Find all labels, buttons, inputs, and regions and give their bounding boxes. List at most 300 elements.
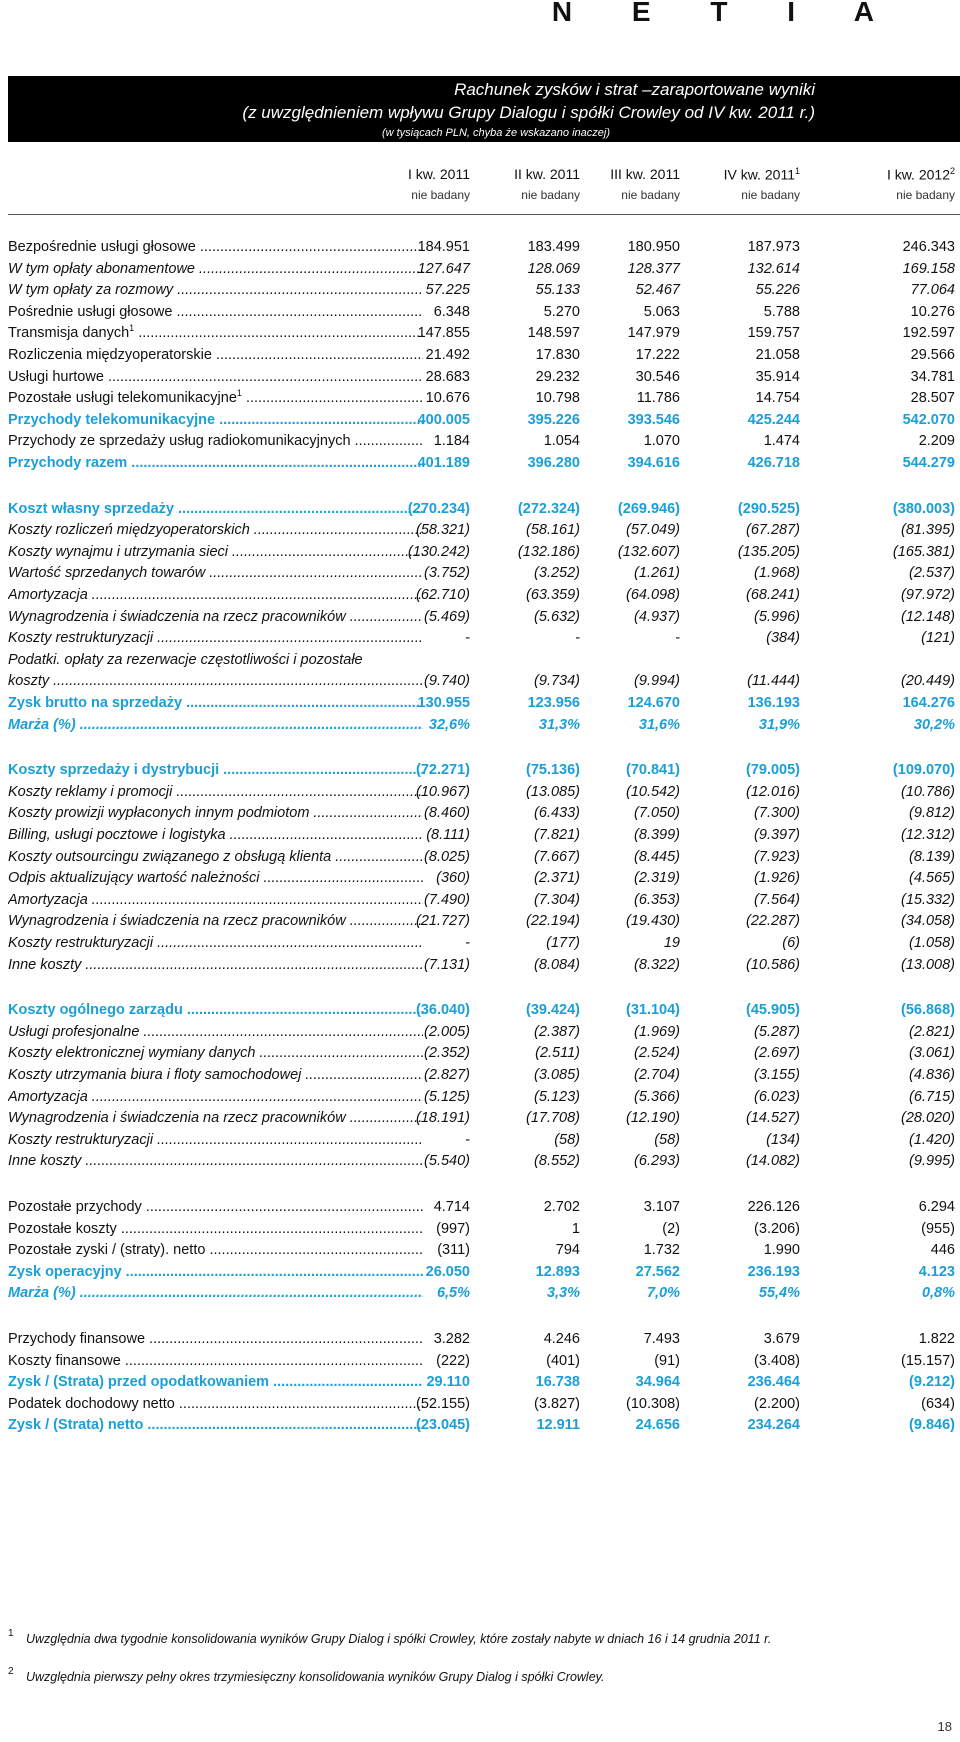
table-row bbox=[8, 1043, 960, 1063]
table-cell: (5.125) bbox=[424, 1088, 470, 1105]
table-cell: (384) bbox=[766, 630, 800, 647]
table-cell: 393.546 bbox=[627, 411, 680, 428]
table-cell: (222) bbox=[436, 1352, 470, 1369]
row-label-text: Zysk operacyjny bbox=[8, 1263, 122, 1280]
table-cell: (79.005) bbox=[745, 762, 800, 779]
statement-unit-note: (w tysiącach PLN, chyba że wskazano inaczej) bbox=[381, 127, 610, 139]
table-cell: (34.058) bbox=[900, 913, 955, 930]
column-audit-status: nie badany bbox=[411, 188, 470, 202]
table-cell: (17.708) bbox=[525, 1110, 580, 1127]
row-label-text: Koszty finansowe bbox=[8, 1352, 121, 1369]
table-cell: (8.460) bbox=[424, 805, 470, 822]
table-cell: 77.064 bbox=[910, 282, 955, 299]
table-cell: 5.063 bbox=[643, 303, 680, 320]
table-cell: (70.841) bbox=[625, 762, 680, 779]
table-cell: 21.058 bbox=[755, 347, 800, 363]
row-label bbox=[8, 782, 423, 802]
column-audit-status: nie badany bbox=[521, 188, 580, 202]
table-cell: (6.353) bbox=[634, 891, 680, 908]
table-cell: 28.683 bbox=[425, 368, 470, 385]
table-row bbox=[8, 388, 960, 408]
table-cell: 55.226 bbox=[755, 282, 800, 299]
table-cell: 29.110 bbox=[426, 1374, 470, 1391]
row-label-text: W tym opłaty abonamentowe bbox=[8, 260, 195, 277]
footnote-ref: 1 bbox=[236, 388, 242, 399]
table-cell: 3.679 bbox=[763, 1331, 800, 1347]
table-cell: (1.058) bbox=[909, 935, 955, 951]
table-cell: (360) bbox=[436, 870, 470, 887]
table-cell: (72.271) bbox=[415, 762, 470, 779]
row-label-text: Zysk / (Strata) netto bbox=[8, 1417, 144, 1434]
table-row bbox=[8, 585, 960, 605]
table-cell: 12.893 bbox=[535, 1263, 580, 1280]
table-cell: 169.158 bbox=[902, 260, 955, 277]
row-label-text: Pozostałe zyski / (straty). netto bbox=[8, 1242, 206, 1259]
table-cell: 4.123 bbox=[918, 1263, 955, 1280]
table-cell: (5.996) bbox=[754, 608, 800, 625]
table-cell: 55.133 bbox=[535, 282, 580, 299]
table-cell: (9.734) bbox=[534, 673, 580, 690]
table-cell: (5.632) bbox=[534, 608, 580, 625]
row-label-text: Amortyzacja bbox=[8, 1088, 88, 1105]
table-cell: (9.212) bbox=[909, 1374, 955, 1391]
table-cell: (19.430) bbox=[625, 913, 680, 930]
table-cell: (1.969) bbox=[634, 1023, 680, 1040]
table-cell: (2.005) bbox=[424, 1023, 470, 1040]
row-label-text: Przychody ze sprzedaży usług radiokomunikacyjnych bbox=[8, 433, 351, 450]
table-row bbox=[8, 911, 960, 931]
table-cell: (8.445) bbox=[634, 848, 680, 865]
table-row bbox=[8, 868, 960, 888]
row-label-text: Wynagrodzenia i świadczenia na rzecz pracowników bbox=[8, 608, 346, 625]
table-cell: 236.464 bbox=[747, 1374, 800, 1391]
table-cell: (6.433) bbox=[534, 805, 580, 822]
table-cell: (8.552) bbox=[534, 1153, 580, 1170]
table-cell: 3,3% bbox=[546, 1285, 580, 1302]
row-label-text: Koszt własny sprzedaży bbox=[8, 500, 174, 517]
row-label bbox=[8, 431, 423, 451]
row-label-text: Odpis aktualizujący wartość należności bbox=[8, 870, 260, 887]
table-cell: 128.377 bbox=[627, 260, 680, 277]
table-cell: (97.972) bbox=[900, 587, 955, 603]
table-row bbox=[8, 650, 960, 670]
column-header-label: III kw. 2011 bbox=[610, 166, 680, 182]
table-cell: 236.193 bbox=[747, 1263, 800, 1280]
row-label bbox=[8, 520, 423, 540]
table-cell: 55,4% bbox=[758, 1285, 800, 1302]
table-cell: (15.332) bbox=[900, 891, 955, 908]
table-cell: (20.449) bbox=[900, 673, 955, 690]
row-label-text: Zysk brutto na sprzedaży bbox=[8, 695, 183, 711]
table-cell: (165.381) bbox=[892, 543, 955, 560]
row-label bbox=[8, 1329, 423, 1349]
row-label bbox=[8, 542, 423, 562]
row-label bbox=[8, 825, 423, 845]
row-label bbox=[8, 453, 423, 473]
table-cell: (2.821) bbox=[909, 1023, 955, 1040]
table-cell: 226.126 bbox=[747, 1199, 800, 1215]
table-cell: (91) bbox=[654, 1352, 680, 1369]
table-row bbox=[8, 671, 960, 691]
table-cell: 1.732 bbox=[643, 1242, 680, 1259]
table-row bbox=[8, 1219, 960, 1239]
table-row bbox=[8, 542, 960, 562]
row-label bbox=[8, 367, 423, 387]
table-cell: (132.186) bbox=[517, 543, 580, 560]
table-cell: 395.226 bbox=[527, 411, 580, 428]
table-cell: 544.279 bbox=[902, 455, 955, 471]
row-label bbox=[8, 1219, 423, 1239]
row-label bbox=[8, 1283, 423, 1303]
table-row bbox=[8, 890, 960, 910]
table-cell: (2.352) bbox=[424, 1045, 470, 1062]
table-cell: - bbox=[465, 1131, 470, 1148]
table-cell: (4.836) bbox=[909, 1067, 955, 1083]
table-cell: (36.040) bbox=[415, 1002, 470, 1019]
table-cell: (12.148) bbox=[900, 608, 955, 625]
table-cell: (2) bbox=[662, 1220, 680, 1237]
table-cell: 132.614 bbox=[747, 260, 800, 277]
row-label-text: Koszty elektronicznej wymiany danych bbox=[8, 1045, 256, 1062]
row-label-text: Koszty restrukturyzacji bbox=[8, 630, 154, 647]
row-label bbox=[8, 280, 423, 300]
table-cell: (58.321) bbox=[415, 522, 470, 539]
row-label bbox=[8, 715, 423, 735]
table-cell: (1.968) bbox=[754, 565, 800, 582]
table-cell: 400.005 bbox=[417, 411, 470, 428]
table-cell: 127.647 bbox=[417, 260, 470, 277]
row-label-text: Koszty utrzymania biura i floty samochodowej bbox=[8, 1067, 302, 1083]
row-label-text: Marża (%) bbox=[8, 716, 76, 733]
table-cell: (8.025) bbox=[424, 848, 470, 865]
table-cell: (12.190) bbox=[625, 1110, 680, 1127]
table-cell: (6.023) bbox=[754, 1088, 800, 1105]
footnote-text: Uwzględnia dwa tygodnie konsolidowania wyników Grupy Dialog i spółki Crowley, które zostały nabyte w dniach 16 i 14 grudnia 2011 r. bbox=[26, 1632, 772, 1646]
table-cell: (5.540) bbox=[424, 1153, 470, 1170]
table-cell: (7.821) bbox=[534, 827, 580, 843]
table-cell: 31,6% bbox=[638, 716, 680, 733]
row-label bbox=[8, 1043, 423, 1063]
table-cell: - bbox=[675, 630, 680, 647]
row-label-text: Koszty sprzedaży i dystrybucji bbox=[8, 762, 220, 779]
row-label bbox=[8, 1394, 423, 1414]
row-label bbox=[8, 1372, 423, 1392]
table-cell: 1.184 bbox=[433, 433, 470, 450]
row-label-text: Przychody telekomunikacyjne bbox=[8, 411, 216, 428]
row-label-text: Bezpośrednie usługi głosowe bbox=[8, 239, 196, 255]
table-row bbox=[8, 715, 960, 735]
table-row bbox=[8, 499, 960, 519]
row-label bbox=[8, 345, 423, 365]
table-cell: (18.191) bbox=[415, 1110, 470, 1127]
table-cell: (3.206) bbox=[754, 1220, 800, 1237]
table-cell: 394.616 bbox=[627, 455, 680, 471]
table-cell: 29.232 bbox=[535, 368, 580, 385]
table-cell: 234.264 bbox=[747, 1417, 800, 1434]
table-cell: (7.304) bbox=[534, 891, 580, 908]
table-cell: (23.045) bbox=[415, 1417, 470, 1434]
row-label-text: Usługi hurtowe bbox=[8, 368, 104, 385]
table-cell: 1 bbox=[571, 1220, 580, 1237]
row-label-text: W tym opłaty za rozmowy bbox=[8, 282, 174, 299]
column-header-label: IV kw. 2011 bbox=[723, 166, 795, 183]
table-cell: (10.786) bbox=[900, 783, 955, 800]
page-number: 18 bbox=[937, 1719, 952, 1734]
header-divider bbox=[8, 214, 960, 215]
table-cell: 148.597 bbox=[527, 325, 580, 342]
footnote-text: Uwzględnia pierwszy pełny okres trzymiesięczny konsolidowania wyników Grupy Dialog i spółki Crowley. bbox=[26, 1670, 605, 1684]
row-label bbox=[8, 302, 423, 322]
table-cell: (1.261) bbox=[634, 565, 680, 582]
table-cell: (634) bbox=[921, 1395, 955, 1412]
row-label bbox=[8, 585, 423, 605]
statement-title: Rachunek zysków i strat –zaraportowane wyniki bbox=[454, 80, 815, 99]
row-label bbox=[8, 1000, 423, 1020]
table-cell: (9.994) bbox=[634, 673, 680, 690]
table-cell: (8.399) bbox=[634, 827, 680, 843]
table-cell: 3.107 bbox=[643, 1199, 680, 1215]
table-cell: (56.868) bbox=[900, 1002, 955, 1019]
table-cell: (2.319) bbox=[634, 870, 680, 887]
table-cell: (9.846) bbox=[909, 1417, 955, 1434]
table-cell: 128.069 bbox=[527, 260, 580, 277]
table-cell: 159.757 bbox=[747, 325, 800, 342]
column-header bbox=[887, 166, 955, 183]
footnote-number: 2 bbox=[8, 1666, 14, 1677]
table-cell: 12.911 bbox=[536, 1417, 580, 1434]
table-cell: (12.016) bbox=[745, 783, 800, 800]
table-cell: 30.546 bbox=[635, 368, 680, 385]
table-row bbox=[8, 760, 960, 780]
table-cell: 30,2% bbox=[913, 716, 955, 733]
table-cell: (64.098) bbox=[625, 587, 680, 603]
table-cell: (135.205) bbox=[737, 543, 800, 560]
row-label bbox=[8, 1415, 423, 1435]
table-row bbox=[8, 1000, 960, 1020]
table-cell: (272.324) bbox=[517, 500, 580, 517]
table-cell: (63.359) bbox=[525, 587, 580, 603]
table-cell: (22.287) bbox=[745, 913, 800, 930]
table-cell: 31,9% bbox=[758, 716, 800, 733]
table-cell: 11.786 bbox=[636, 390, 680, 407]
table-cell: (955) bbox=[921, 1220, 955, 1237]
footnote-ref: 1 bbox=[129, 323, 135, 334]
table-cell: 130.955 bbox=[417, 695, 470, 711]
table-cell: 6,5% bbox=[436, 1285, 470, 1302]
row-label-text: Koszty rozliczeń międzyoperatorskich bbox=[8, 522, 250, 539]
table-cell: 5.270 bbox=[543, 303, 580, 320]
table-row bbox=[8, 259, 960, 279]
table-cell: 183.499 bbox=[527, 239, 580, 255]
row-label bbox=[8, 890, 423, 910]
table-cell: (9.995) bbox=[909, 1153, 955, 1170]
table-cell: (21.727) bbox=[415, 913, 470, 930]
row-label bbox=[8, 911, 423, 931]
table-cell: (8.084) bbox=[534, 956, 580, 973]
table-cell: (1.926) bbox=[754, 870, 800, 887]
table-cell: - bbox=[465, 935, 470, 951]
table-cell: (31.104) bbox=[625, 1002, 680, 1019]
table-cell: (9.812) bbox=[909, 805, 955, 822]
table-row bbox=[8, 607, 960, 627]
table-cell: (3.408) bbox=[754, 1352, 800, 1369]
row-label bbox=[8, 1087, 423, 1107]
row-label-text: Koszty reklamy i promocji bbox=[8, 783, 173, 800]
table-cell: 17.830 bbox=[535, 347, 580, 363]
table-cell: 180.950 bbox=[627, 239, 680, 255]
column-header bbox=[724, 166, 800, 183]
table-cell: (14.527) bbox=[745, 1110, 800, 1127]
table-cell: (10.542) bbox=[625, 783, 680, 800]
row-label bbox=[8, 760, 423, 780]
row-label-text: Amortyzacja bbox=[8, 891, 88, 908]
table-cell: (7.300) bbox=[754, 805, 800, 822]
table-cell: 0,8% bbox=[921, 1285, 955, 1302]
table-cell: (8.139) bbox=[909, 848, 955, 865]
table-cell: (3.252) bbox=[534, 565, 580, 582]
row-label bbox=[8, 803, 423, 823]
table-cell: 10.676 bbox=[425, 390, 470, 407]
row-label-text: koszty bbox=[8, 673, 50, 690]
table-cell: 10.276 bbox=[910, 303, 955, 320]
row-label bbox=[8, 933, 423, 953]
row-label bbox=[8, 1022, 423, 1042]
table-cell: (58) bbox=[554, 1131, 580, 1148]
table-row bbox=[8, 345, 960, 365]
table-cell: 31,3% bbox=[538, 716, 580, 733]
table-cell: (2.371) bbox=[534, 870, 580, 887]
table-row bbox=[8, 431, 960, 451]
table-row bbox=[8, 693, 960, 713]
row-label-text: Wynagrodzenia i świadczenia na rzecz pracowników bbox=[8, 913, 346, 930]
table-row bbox=[8, 1151, 960, 1171]
table-cell: 4.246 bbox=[543, 1331, 580, 1347]
table-cell: 34.964 bbox=[635, 1374, 680, 1391]
table-cell: 21.492 bbox=[425, 347, 470, 363]
column-header bbox=[610, 166, 680, 182]
table-cell: (290.525) bbox=[737, 500, 800, 517]
table-row bbox=[8, 1262, 960, 1282]
table-cell: (58) bbox=[654, 1131, 680, 1148]
table-cell: (7.490) bbox=[424, 891, 470, 908]
table-cell: 6.348 bbox=[433, 303, 470, 320]
table-row bbox=[8, 367, 960, 387]
column-header-label: I kw. 2012 bbox=[886, 166, 950, 183]
table-cell: 19 bbox=[663, 935, 680, 951]
table-cell: 124.670 bbox=[627, 695, 680, 711]
table-cell: 5.788 bbox=[763, 303, 800, 320]
column-header bbox=[514, 166, 580, 182]
table-cell: 2.702 bbox=[543, 1199, 580, 1215]
table-row bbox=[8, 628, 960, 648]
row-label-text: Podatki. opłaty za rezerwacje częstotliwości i pozostałe bbox=[8, 651, 363, 668]
table-cell: 187.973 bbox=[747, 239, 800, 255]
row-label-text: Koszty ogólnego zarządu bbox=[8, 1002, 183, 1019]
table-cell: 28.507 bbox=[910, 390, 955, 407]
table-row bbox=[8, 1108, 960, 1128]
row-label bbox=[8, 388, 423, 408]
table-cell: 7,0% bbox=[646, 1285, 680, 1302]
table-cell: (12.312) bbox=[900, 827, 955, 843]
table-cell: (177) bbox=[546, 935, 580, 951]
row-label-text: Amortyzacja bbox=[8, 587, 88, 603]
row-label-text: Przychody finansowe bbox=[8, 1331, 146, 1347]
table-cell: 184.951 bbox=[417, 239, 470, 255]
row-label bbox=[8, 671, 423, 691]
row-label bbox=[8, 955, 423, 975]
table-row bbox=[8, 1087, 960, 1107]
table-cell: (22.194) bbox=[525, 913, 580, 930]
column-header-label: II kw. 2011 bbox=[514, 166, 580, 182]
table-cell: (9.740) bbox=[424, 673, 470, 690]
table-row bbox=[8, 1283, 960, 1303]
row-label bbox=[8, 628, 423, 648]
row-label bbox=[8, 563, 423, 583]
row-label-text: Koszty wynajmu i utrzymania sieci bbox=[8, 543, 228, 560]
row-label-text: Pozostałe usługi telekomunikacyjne bbox=[8, 390, 237, 407]
table-cell: (2.387) bbox=[534, 1023, 580, 1040]
table-cell: (270.234) bbox=[407, 500, 470, 517]
table-cell: (4.565) bbox=[909, 870, 955, 887]
table-cell: 3.282 bbox=[433, 1331, 470, 1347]
table-cell: (997) bbox=[436, 1220, 470, 1237]
table-row bbox=[8, 1394, 960, 1414]
table-cell: 192.597 bbox=[902, 325, 955, 342]
row-label bbox=[8, 410, 423, 430]
statement-title-banner bbox=[8, 76, 960, 142]
row-label-text: Koszty restrukturyzacji bbox=[8, 935, 154, 951]
table-row bbox=[8, 302, 960, 322]
table-cell: 1.990 bbox=[763, 1242, 800, 1259]
table-cell: 14.754 bbox=[755, 390, 800, 407]
table-cell: 10.798 bbox=[535, 390, 580, 407]
row-label bbox=[8, 1130, 423, 1150]
table-cell: 425.244 bbox=[747, 411, 800, 428]
table-cell: - bbox=[575, 630, 580, 647]
table-cell: (380.003) bbox=[892, 500, 955, 517]
table-row bbox=[8, 1329, 960, 1349]
table-cell: (4.937) bbox=[634, 608, 680, 625]
table-cell: (5.123) bbox=[534, 1088, 580, 1105]
table-cell: (10.967) bbox=[415, 783, 470, 800]
column-header-label: I kw. 2011 bbox=[407, 166, 470, 182]
table-cell: 57.225 bbox=[425, 282, 470, 299]
table-cell: (6.715) bbox=[909, 1088, 955, 1105]
table-cell: (75.136) bbox=[525, 762, 580, 779]
table-cell: (81.395) bbox=[900, 522, 955, 539]
table-cell: 7.493 bbox=[643, 1331, 680, 1347]
table-cell: (58.161) bbox=[525, 522, 580, 539]
table-cell: (6) bbox=[782, 935, 800, 951]
row-label-text: Przychody razem bbox=[8, 455, 128, 471]
footnote-ref: 1 bbox=[794, 166, 800, 176]
table-cell: 426.718 bbox=[747, 455, 800, 471]
table-row bbox=[8, 1372, 960, 1392]
table-row bbox=[8, 847, 960, 867]
table-cell: 246.343 bbox=[902, 239, 955, 255]
row-label-text: Transmisja danych bbox=[8, 325, 130, 342]
table-cell: (67.287) bbox=[745, 522, 800, 539]
table-cell: 123.956 bbox=[527, 695, 580, 711]
row-label-text: Billing, usługi pocztowe i logistyka bbox=[8, 827, 226, 843]
row-label-text: Koszty restrukturyzacji bbox=[8, 1131, 154, 1148]
table-row bbox=[8, 803, 960, 823]
row-label bbox=[8, 1151, 423, 1171]
table-cell: (68.241) bbox=[745, 587, 800, 603]
table-cell: (7.564) bbox=[754, 891, 800, 908]
table-cell: (2.524) bbox=[634, 1045, 680, 1062]
table-cell: 542.070 bbox=[902, 411, 955, 428]
